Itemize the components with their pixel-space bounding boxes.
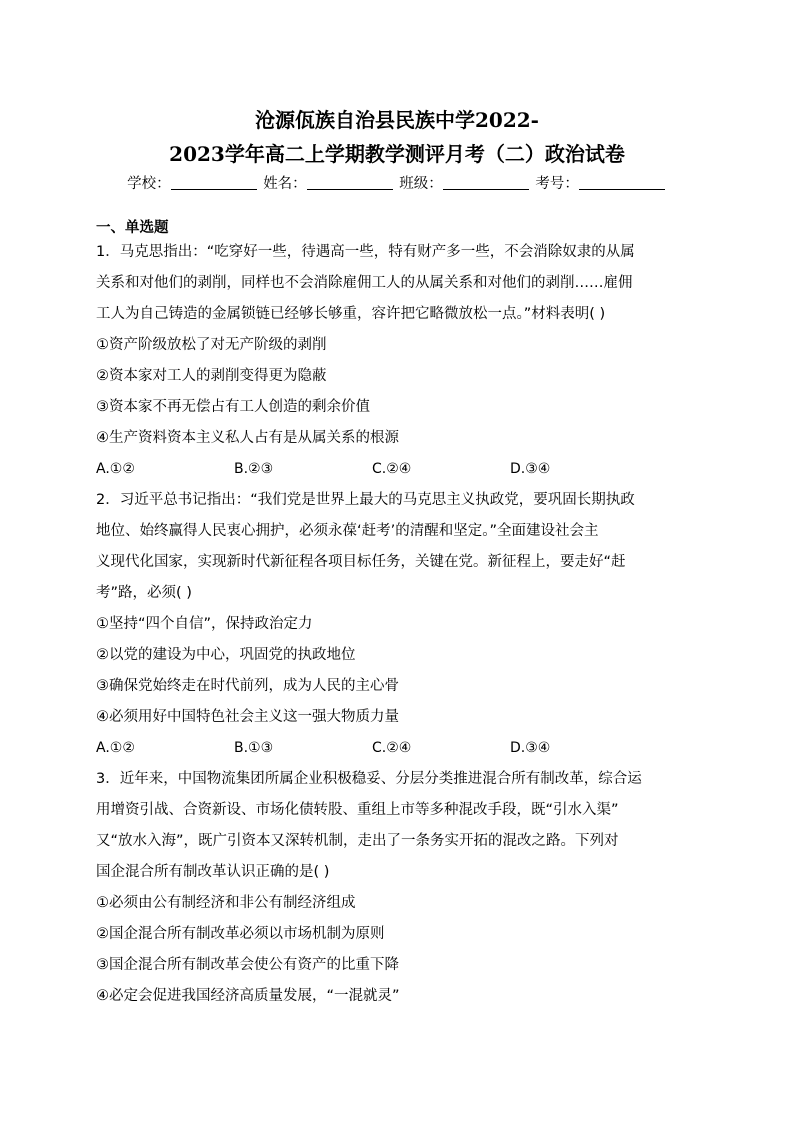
question-stem-line: 考”路，必须( ) [96, 585, 192, 601]
answer-option[interactable]: C.②④ [372, 461, 412, 477]
answer-options [96, 454, 696, 485]
class-label: 班级： [399, 176, 443, 192]
answer-option[interactable]: B.①③ [234, 740, 274, 756]
number-blank[interactable] [579, 175, 665, 190]
question-2 [96, 485, 696, 764]
exam-title-line1: 沧源佤族自治县民族中学2022- [255, 108, 539, 132]
name-blank[interactable] [307, 175, 393, 190]
question-stem-line: 工人为自己铸造的金属锁链已经够长够重，容许把它略微放松一点。”材料表明( ) [96, 306, 606, 322]
section-title: 一、单选题 [96, 220, 169, 236]
statement-item: ④必定会促进我国经济高质量发展，“一混就灵” [96, 988, 400, 1004]
question-stem-line: 用增资引战、合资新设、市场化债转股、重组上市等多种混改手段，既“引水入渠” [96, 802, 619, 818]
name-label: 姓名： [263, 176, 307, 192]
statement-item: ①必须由公有制经济和非公有制经济组成 [96, 895, 356, 911]
statement-item: ③国企混合所有制改革会使公有资产的比重下降 [96, 957, 399, 973]
question-stem-line: 2．习近平总书记指出：“我们党是世界上最大的马克思主义执政党，要巩固长期执政 [96, 492, 635, 508]
statement-item: ②以党的建设为中心，巩固党的执政地位 [96, 647, 356, 663]
question-1 [96, 237, 696, 485]
exam-title-line2: 2023学年高二上学期教学测评月考（二）政治试卷 [169, 142, 625, 166]
question-stem-line: 义现代化国家，实现新时代新征程各项目标任务，关键在党。新征程上，要走好“赶 [96, 554, 626, 570]
class-blank[interactable] [443, 175, 529, 190]
statement-item: ①坚持“四个自信”，保持政治定力 [96, 616, 313, 632]
question-stem-line: 国企混合所有制改革认识正确的是( ) [96, 864, 330, 880]
statement-item: ②资本家对工人的剥削变得更为隐蔽 [96, 368, 327, 384]
question-stem-line: 又“放水入海”，既广引资本又深转机制，走出了一条务实开拓的混改之路。下列对 [96, 833, 619, 849]
question-stem-line: 地位、始终赢得人民衷心拥护，必须永葆‘赶考’的清醒和坚定。”全面建设社会主 [96, 523, 599, 539]
student-info-row [0, 172, 794, 193]
school-blank[interactable] [171, 175, 257, 190]
answer-option[interactable]: A.①② [96, 461, 135, 477]
question-stem-line: 关系和对他们的剥削，同样也不会消除雇佣工人的从属关系和对他们的剥削……雇佣 [96, 275, 633, 291]
answer-options [96, 733, 696, 764]
statement-item: ④必须用好中国特色社会主义这一强大物质力量 [96, 709, 399, 725]
questions-list [96, 237, 696, 1012]
statement-item: ②国企混合所有制改革必须以市场机制为原则 [96, 926, 385, 942]
answer-option[interactable]: A.①② [96, 740, 135, 756]
question-3 [96, 764, 696, 1012]
answer-option[interactable]: D.③④ [510, 461, 551, 477]
statement-item: ①资产阶级放松了对无产阶级的剥削 [96, 337, 327, 353]
question-stem-line: 3．近年来，中国物流集团所属企业积极稳妥、分层分类推进混合所有制改革，综合运 [96, 771, 642, 787]
statement-item: ③确保党始终走在时代前列，成为人民的主心骨 [96, 678, 399, 694]
answer-option[interactable]: D.③④ [510, 740, 551, 756]
statement-item: ③资本家不再无偿占有工人创造的剩余价值 [96, 399, 370, 415]
answer-option[interactable]: C.②④ [372, 740, 412, 756]
answer-option[interactable]: B.②③ [234, 461, 274, 477]
question-stem-line: 1．马克思指出：“吃穿好一些，待遇高一些，特有财产多一些，不会消除奴隶的从属 [96, 244, 635, 260]
statement-item: ④生产资料资本主义私人占有是从属关系的根源 [96, 430, 399, 446]
number-label: 考号： [535, 176, 579, 192]
school-label: 学校： [127, 176, 171, 192]
